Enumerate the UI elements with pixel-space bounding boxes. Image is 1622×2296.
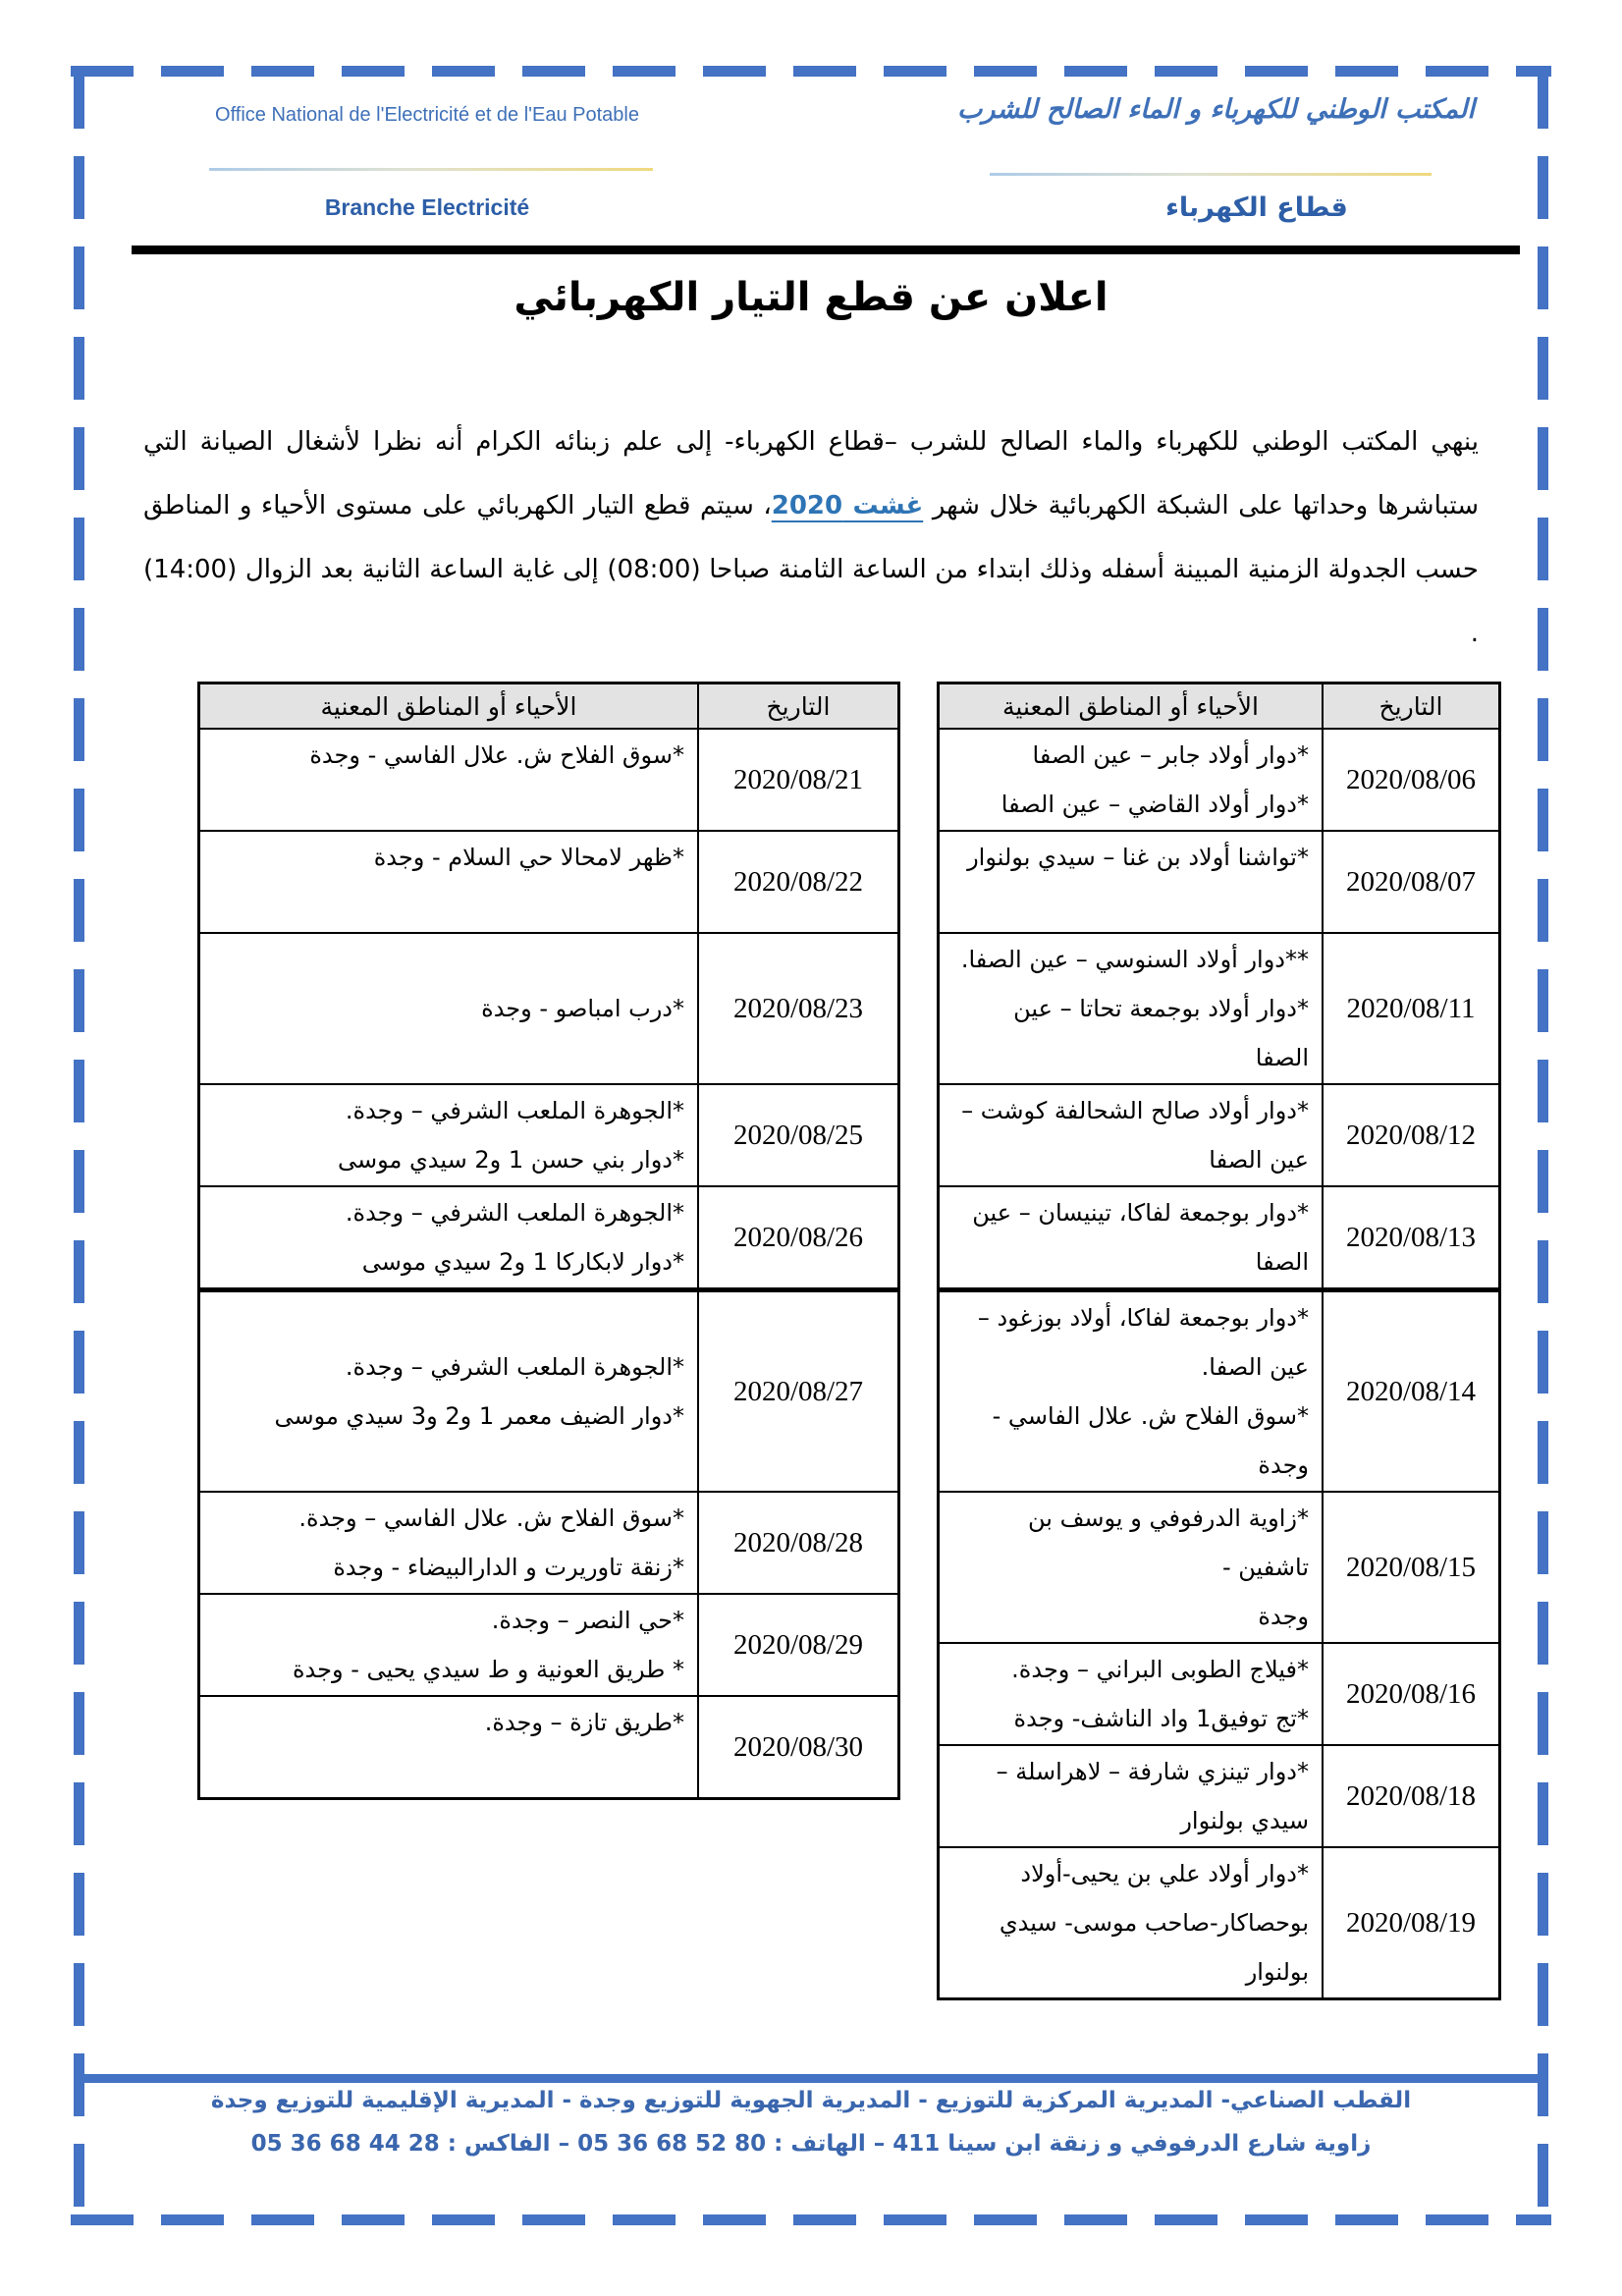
date-cell: 2020/08/18: [1323, 1745, 1500, 1847]
branch-name-arabic: قطاع الكهرباء: [1165, 192, 1348, 223]
outage-row: [939, 1186, 1500, 1290]
outage-row: [939, 1745, 1500, 1847]
area-line: *دوار بني حسن 1 و2 سيدي موسى: [337, 1146, 684, 1174]
date-cell: 2020/08/11: [1323, 933, 1500, 1084]
outage-row: [199, 1696, 899, 1799]
area-line: بوحصاكار-صاحب موسى- سيدي: [999, 1909, 1309, 1937]
area-line: *دوار أولاد صالح الشحالفة كوشت –: [961, 1097, 1309, 1124]
outage-row: [199, 729, 899, 831]
area-line: وجدة: [1258, 1451, 1309, 1479]
area-line: [213, 1747, 684, 1796]
date-cell: 2020/08/22: [698, 831, 899, 933]
area-line: *دوار تينزي شارفة – لاهراسلة –: [996, 1758, 1309, 1785]
date-cell: 2020/08/29: [698, 1594, 899, 1696]
date-cell: 2020/08/16: [1323, 1643, 1500, 1745]
date-column-header: التاريخ: [698, 683, 899, 730]
area-line: *تواشنا أولاد بن غنا – سيدي بولنوار: [967, 844, 1309, 871]
areas-cell: [939, 933, 1324, 1084]
intro-text-after: ، سيتم قطع التيار الكهربائي على مستوى الأحياء و المناطق حسب الجدولة الزمنية المبينة أسفله وذلك ابتداء من الساعة الثامنة صباحا (08:00) إلى غاية الساعة الثانية بعد الزوال (14:00) .: [143, 491, 1479, 648]
area-line: *الجوهرة الملعب الشرفي – وجدة.: [345, 1097, 684, 1124]
area-line: *دوار أولاد جابر – عين الصفا: [1032, 741, 1309, 769]
area-line: سيدي بولنوار: [1180, 1807, 1309, 1834]
area-line: الصفا: [1255, 1248, 1309, 1276]
areas-cell: [199, 1594, 699, 1696]
area-line: عين الصفا: [1209, 1146, 1309, 1174]
outage-row: [199, 1492, 899, 1594]
footer-phone-number: 05 36 68 52 80: [577, 2131, 767, 2157]
area-line: [213, 1293, 684, 1342]
area-line: *طريق تازة – وجدة.: [484, 1709, 684, 1736]
outage-row: [939, 831, 1500, 933]
outage-row: [939, 1643, 1500, 1745]
areas-cell: [199, 729, 699, 831]
page-border-top: [71, 66, 1551, 77]
area-line: *الجوهرة الملعب الشرفي – وجدة.: [345, 1353, 684, 1381]
date-cell: 2020/08/14: [1323, 1290, 1500, 1493]
date-cell: 2020/08/12: [1323, 1084, 1500, 1186]
areas-cell: [199, 1492, 699, 1594]
footer-fax-label: الفاكس: [463, 2131, 551, 2157]
areas-cell: [199, 1084, 699, 1186]
org-name-french: Office National de l'Electricité et de l'Eau Potable: [215, 104, 639, 126]
area-line: *سوق الفلاح ش. علال الفاسي - وجدة: [309, 741, 684, 769]
area-line: * طريق العونية و ط سيدي يحيى - وجدة: [292, 1656, 684, 1683]
outage-row: [199, 933, 899, 1084]
footer-phone-label: الهاتف: [790, 2131, 866, 2157]
areas-cell: [939, 831, 1324, 933]
areas-column-header: الأحياء أو المناطق المعنية: [199, 683, 699, 730]
outage-table-early-august: [937, 682, 1501, 2000]
footer-divider-bar: [83, 2074, 1539, 2083]
date-cell: 2020/08/25: [698, 1084, 899, 1186]
outage-row: [939, 729, 1500, 831]
page-border-right: [1538, 66, 1548, 2225]
area-line: *الجوهرة الملعب الشرفي – وجدة.: [345, 1199, 684, 1227]
areas-cell: [199, 933, 699, 1084]
outage-row: [939, 933, 1500, 1084]
footer-separator: –: [865, 2131, 893, 2157]
footer-separator: :: [766, 2131, 791, 2157]
august-2020-highlight: غشت 2020: [771, 491, 924, 520]
area-line: *درب امباصو - وجدة: [481, 995, 684, 1022]
areas-cell: [199, 1696, 699, 1799]
area-line: *تج توفيق1 واد الناشف- وجدة: [1013, 1705, 1309, 1732]
footer-fax-number: 05 36 68 44 28: [250, 2131, 440, 2157]
areas-cell: [199, 1186, 699, 1290]
date-cell: 2020/08/06: [1323, 729, 1500, 831]
date-cell: 2020/08/26: [698, 1186, 899, 1290]
date-cell: 2020/08/19: [1323, 1847, 1500, 1999]
outage-row: [939, 1084, 1500, 1186]
footer-separator: :: [439, 2131, 464, 2157]
areas-cell: [199, 1290, 699, 1493]
date-cell: 2020/08/23: [698, 933, 899, 1084]
areas-cell: [939, 1847, 1324, 1999]
date-cell: 2020/08/21: [698, 729, 899, 831]
areas-column-header: الأحياء أو المناطق المعنية: [939, 683, 1324, 730]
area-line: *سوق الفلاح ش. علال الفاسي -: [992, 1402, 1309, 1430]
footer-separator: –: [550, 2131, 578, 2157]
area-line: *ظهر لامحالا حي السلام - وجدة: [373, 844, 684, 871]
area-line: [213, 1441, 684, 1490]
date-cell: 2020/08/28: [698, 1492, 899, 1594]
area-line: *زنقة تاوريرت و الدارالبيضاء - وجدة: [333, 1554, 684, 1581]
outage-row: [199, 1084, 899, 1186]
outage-row: [199, 831, 899, 933]
branch-name-french: Branche Electricité: [324, 194, 530, 220]
area-line: الصفا: [1255, 1044, 1309, 1071]
areas-cell: [939, 1186, 1324, 1290]
areas-cell: [199, 831, 699, 933]
area-line: *دوار بوجمعة لفاكا، أولاد بوزغود –: [977, 1304, 1309, 1332]
area-line: [213, 882, 684, 931]
outage-row: [199, 1594, 899, 1696]
page-border-left: [74, 66, 84, 2225]
area-line: وجدة: [1258, 1603, 1309, 1630]
area-line: *دوار بوجمعة لفاكا، تينيسان – عين: [972, 1199, 1309, 1227]
date-cell: 2020/08/07: [1323, 831, 1500, 933]
areas-cell: [939, 1745, 1324, 1847]
areas-cell: [939, 1084, 1324, 1186]
date-cell: 2020/08/15: [1323, 1492, 1500, 1643]
area-line: [213, 780, 684, 829]
areas-cell: [939, 1643, 1324, 1745]
area-line: [213, 1033, 684, 1082]
area-line: [213, 935, 684, 984]
outage-row: [939, 1847, 1500, 1999]
area-line: بولنوار: [1245, 1958, 1309, 1986]
intro-paragraph: [143, 410, 1479, 666]
area-line: *دوار أولاد القاضي – عين الصفا: [1000, 791, 1309, 818]
areas-cell: [939, 1290, 1324, 1493]
outage-row: [199, 1186, 899, 1290]
outage-row: [939, 1290, 1500, 1493]
area-line: [952, 882, 1309, 931]
date-cell: 2020/08/13: [1323, 1186, 1500, 1290]
footer-contact-line: [128, 2131, 1494, 2157]
area-line: *دوار أولاد علي بن يحيى-أولاد: [1020, 1860, 1309, 1887]
area-line: *دوار لابكاركا 1 و2 سيدي موسى: [361, 1248, 684, 1276]
area-line: **دوار أولاد السنوسي – عين الصفا.: [960, 946, 1309, 973]
footer-address: زاوية شارع الدرفوفي و زنقة ابن سينا 411: [892, 2131, 1372, 2157]
intro-text-before: ينهي المكتب الوطني للكهرباء والماء الصالح للشرب –قطاع الكهرباء- إلى علم زبنائه الكرام أنه نظرا لأشغال الصيانة التي ستباشرها وحداتها على الشبكة الكهربائية خلال شهر: [143, 427, 1479, 520]
areas-cell: [939, 729, 1324, 831]
date-cell: 2020/08/30: [698, 1696, 899, 1799]
areas-cell: [939, 1492, 1324, 1643]
area-line: *حي النصر – وجدة.: [491, 1607, 684, 1634]
outage-table-late-august: [197, 682, 900, 1800]
org-underline-arabic: [990, 173, 1432, 176]
org-underline-french: [209, 168, 653, 171]
outage-row: [939, 1492, 1500, 1643]
area-line: *فيلاج الطوبى البراني – وجدة.: [1011, 1656, 1309, 1683]
footer-directorates-line: القطب الصناعي- المديرية المركزية للتوزيع - المديرية الجهوية للتوزيع وجدة - المديرية الإقليمية للتوزيع وجدة: [210, 2088, 1412, 2113]
date-cell: 2020/08/27: [698, 1290, 899, 1493]
area-line: *دوار أولاد بوجمعة تحاتا – عين: [1013, 995, 1309, 1022]
page-border-bottom: [71, 2214, 1551, 2225]
org-name-arabic: المكتب الوطني للكهرباء و الماء الصالح للشرب: [957, 94, 1475, 125]
outage-row: [199, 1290, 899, 1493]
area-line: *زاوية الدرفوفي و يوسف بن تاشفين -: [1028, 1504, 1309, 1581]
page-title: اعلان عن قطع التيار الكهربائي: [514, 275, 1108, 320]
area-line: *سوق الفلاح ش. علال الفاسي – وجدة.: [298, 1504, 684, 1532]
date-column-header: التاريخ: [1323, 683, 1500, 730]
area-line: عين الصفا.: [1201, 1353, 1309, 1381]
header-divider-rule: [132, 246, 1520, 254]
area-line: *دوار الضيف معمر 1 و2 و3 سيدي موسى: [274, 1402, 684, 1430]
